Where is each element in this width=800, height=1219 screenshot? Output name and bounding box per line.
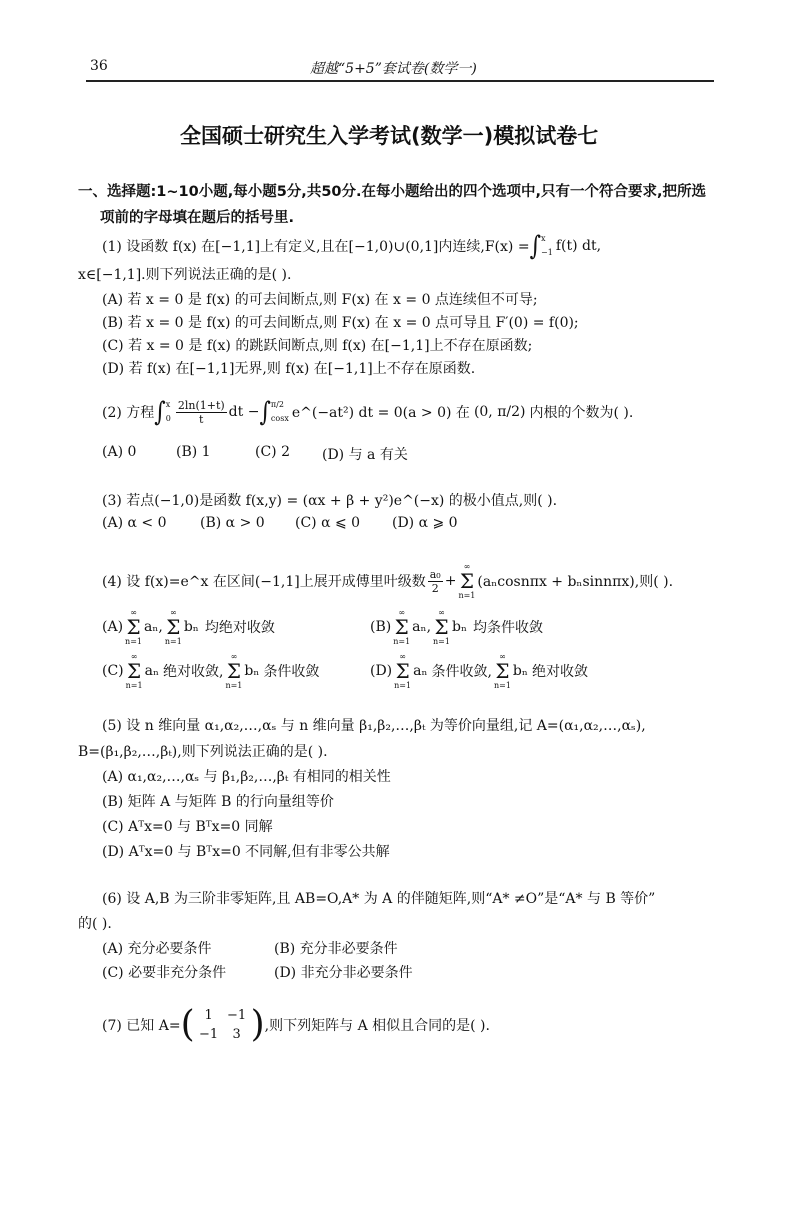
q4-c-end: 条件收敛: [263, 664, 320, 680]
q7-stem: [102, 1006, 490, 1044]
page-title: 全国硕士研究生入学考试(数学一)模拟试卷七: [180, 124, 599, 148]
q4-c-sum1: [126, 652, 143, 690]
q2-option-b: (B) 1: [176, 444, 211, 460]
q5-stem-line1: (5) 设 n 维向量 α₁,α₂,…,αₛ 与 n 维向量 β₁,β₂,…,βₜ 为等价向量组,记 A=(α₁,α₂,…,αₛ),: [102, 718, 646, 734]
q4-a-sum1: [125, 608, 142, 646]
sum-bottom: n=1: [493, 681, 511, 690]
q4-b-bn: bₙ: [451, 619, 468, 635]
section-instructions-line1: 一、选择题:1~10小题,每小题5分,共50分.在每小题给出的四个选项中,只有一个符合要求,把所选: [78, 184, 707, 200]
q4-frac-den: 2: [431, 581, 439, 595]
sum-top: ∞: [399, 652, 406, 661]
q4-b-label: (B): [370, 619, 392, 635]
q2-suffix: 内根的个数为( ).: [529, 405, 634, 421]
q2-int2-lower: cosx: [270, 414, 289, 423]
matrix-cell-22: 3: [232, 1027, 241, 1042]
page-number: 36: [90, 58, 108, 74]
q2-tail: e^(−at²) dt = 0(a > 0) 在: [291, 405, 470, 421]
sum-bottom: n=1: [393, 637, 411, 646]
q1-int-upper: x: [541, 234, 546, 243]
q4-stem: [102, 562, 673, 600]
q4-option-c: [102, 652, 319, 690]
q3-option-a: (A) α < 0: [102, 515, 167, 531]
q2-option-c: (C) 2: [255, 444, 290, 460]
sum-bottom: n=1: [164, 637, 182, 646]
q4-d-mid: 条件收敛,: [431, 664, 492, 680]
matrix-cell-11: 1: [204, 1008, 213, 1023]
q4-b-sum2: [433, 608, 450, 646]
q4-d-end: 绝对收敛: [531, 664, 588, 680]
q7-matrix: [195, 1006, 251, 1044]
q6-option-d: (D) 非充分非必要条件: [274, 965, 413, 981]
sum-top: ∞: [438, 608, 445, 617]
q2-frac-num: 2ln(1+t): [177, 398, 225, 412]
q1-stem-text: (1) 设函数 f(x) 在[−1,1]上有定义,且在[−1,0)∪(0,1]内连续,F(x) =: [102, 239, 530, 255]
q4-b-an: aₙ: [412, 619, 427, 635]
q2-mid: dt −: [228, 404, 260, 420]
q4-stem-text: (4) 设 f(x)=e^x 在区间(−1,1]上展开成傅里叶级数: [102, 574, 426, 590]
sigma-icon: Σ: [126, 615, 141, 639]
q4-a-an: aₙ: [144, 619, 159, 635]
q4-d-sum1: [394, 652, 411, 690]
q4-c-bn: bₙ: [244, 663, 260, 679]
q7-prefix: (7) 已知 A=: [102, 1018, 181, 1034]
q4-b-sum1: [393, 608, 410, 646]
q4-option-d: [370, 652, 588, 690]
q2-stem: [102, 398, 633, 426]
section-instructions-line2: 项前的字母填在题后的括号里.: [100, 210, 295, 226]
sum-top: ∞: [499, 652, 506, 661]
q2-int1-upper: x: [165, 400, 171, 409]
q4-stem-tail: (aₙcosnπx + bₙsinnπx),则( ).: [477, 574, 674, 590]
q4-c-sum2: [225, 652, 242, 690]
q6-option-b: (B) 充分非必要条件: [274, 941, 398, 957]
q2-option-a: (A) 0: [102, 444, 137, 460]
q3-stem: (3) 若点(−1,0)是函数 f(x,y) = (αx + β + y²)e^(−x) 的极小值点,则( ).: [102, 493, 558, 509]
sigma-icon: Σ: [226, 659, 241, 683]
q2-frac-den: t: [199, 412, 204, 426]
q5-stem-line2: B=(β₁,β₂,…,βₜ),则下列说法正确的是( ).: [78, 744, 328, 760]
q4-a-sum2: [165, 608, 182, 646]
q2-int2-limits: [271, 398, 289, 426]
q1-stem-line2: x∈[−1,1].则下列说法正确的是( ).: [78, 267, 292, 283]
q4-a-label: (A): [102, 619, 124, 635]
sum-top: ∞: [463, 562, 471, 571]
sum-top: ∞: [170, 608, 177, 617]
q1-option-b: (B) 若 x = 0 是 f(x) 的可去间断点,则 F(x) 在 x = 0 点可导且 F′(0) = f(0);: [102, 315, 579, 331]
q1-integral-limits: [541, 232, 553, 260]
q4-plus: +: [444, 573, 457, 589]
q3-option-b: (B) α > 0: [200, 515, 265, 531]
q1-stem-tail: f(t) dt,: [555, 238, 602, 254]
q2-int2-upper: π/2: [270, 400, 284, 409]
sigma-icon: Σ: [166, 615, 181, 639]
q2-int1-lower: 0: [165, 414, 171, 423]
running-title: 超越“5+5”套试卷(数学一): [310, 61, 477, 77]
sum-top: ∞: [130, 608, 137, 617]
q5-option-d: (D) Aᵀx=0 与 Bᵀx=0 不同解,但有非零公共解: [102, 844, 390, 860]
integral-sign: ∫: [529, 231, 542, 261]
q4-option-b: (B) ∞ Σ n=1 aₙ , ∞ Σ n=1 bₙ 均条件收敛: [370, 608, 544, 646]
matrix-cell-12: −1: [227, 1008, 247, 1023]
sum-top: ∞: [398, 608, 406, 617]
q1-option-a: (A) 若 x = 0 是 f(x) 的可去间断点,则 F(x) 在 x = 0 点连续但不可导;: [102, 292, 538, 308]
sigma-icon: Σ: [395, 659, 410, 683]
header-rule: [86, 80, 714, 82]
q5-option-a: (A) α₁,α₂,…,αₛ 与 β₁,β₂,…,βₜ 有相同的相关性: [102, 769, 391, 785]
sum-bottom: n=1: [458, 591, 476, 600]
q1-stem: [102, 232, 601, 260]
q4-d-label: (D): [370, 663, 393, 679]
q4-d-sum2: [494, 652, 511, 690]
q4-a-bn: bₙ: [183, 619, 199, 635]
q5-option-c: (C) Aᵀx=0 与 Bᵀx=0 同解: [102, 819, 273, 835]
q4-c-an: aₙ: [144, 663, 159, 679]
q2-interval: (0, π/2): [473, 404, 526, 420]
q4-sum: [458, 562, 475, 600]
q1-int-lower: −1: [541, 248, 553, 257]
q4-c-mid: 绝对收敛,: [163, 664, 224, 680]
q1-option-c: (C) 若 x = 0 是 f(x) 的跳跃间断点,则 f(x) 在[−1,1]上不存在原函数;: [102, 338, 533, 354]
q2-option-d: (D) 与 a 有关: [322, 447, 408, 463]
left-paren: (: [180, 1004, 195, 1045]
integral-sign: ∫: [259, 397, 271, 427]
matrix-cell-21: −1: [199, 1027, 219, 1042]
sum-bottom: n=1: [125, 681, 143, 690]
q6-option-a: (A) 充分必要条件: [102, 941, 212, 957]
sum-bottom: n=1: [394, 681, 412, 690]
q4-b-text: 均条件收敛: [473, 620, 544, 636]
q5-option-b: (B) 矩阵 A 与矩阵 B 的行向量组等价: [102, 794, 334, 810]
q3-option-d: (D) α ⩾ 0: [392, 515, 458, 531]
q7-suffix: ,则下列矩阵与 A 相似且合同的是( ).: [264, 1018, 490, 1034]
q4-c-label: (C): [102, 663, 124, 679]
sigma-icon: Σ: [495, 659, 510, 683]
sum-top: ∞: [230, 652, 238, 661]
q4-fraction: [428, 568, 443, 595]
sigma-icon: Σ: [459, 569, 474, 593]
q6-stem-line2: 的( ).: [78, 916, 112, 932]
sum-bottom: n=1: [125, 637, 142, 646]
q2-fraction: [176, 399, 227, 426]
sigma-icon: Σ: [127, 659, 142, 683]
q6-stem-line1: (6) 设 A,B 为三阶非零矩阵,且 AB=O,A* 为 A 的伴随矩阵,则“A* ≠O”是“A* 与 B 等价”: [102, 891, 656, 907]
q1-option-d: (D) 若 f(x) 在[−1,1]无界,则 f(x) 在[−1,1]上不存在原函数.: [102, 361, 476, 377]
sum-bottom: n=1: [225, 681, 243, 690]
integral-sign: ∫: [154, 397, 166, 427]
q4-d-bn: bₙ: [512, 663, 528, 679]
right-paren: ): [250, 1004, 265, 1045]
q4-option-a: (A) ∞ Σ n=1 aₙ , ∞ Σ n=1 bₙ 均绝对收敛: [102, 608, 275, 646]
sum-top: ∞: [130, 652, 138, 661]
sigma-icon: Σ: [434, 615, 449, 639]
q2-prefix: (2) 方程: [102, 405, 155, 421]
sigma-icon: Σ: [394, 615, 409, 639]
q3-option-c: (C) α ⩽ 0: [295, 515, 361, 531]
q4-d-an: aₙ: [413, 663, 428, 679]
sum-bottom: n=1: [433, 637, 450, 646]
q2-int1-limits: [166, 398, 171, 426]
q4-a-text: 均绝对收敛: [204, 620, 275, 636]
q6-option-c: (C) 必要非充分条件: [102, 965, 227, 981]
q4-frac-num: a₀: [429, 567, 441, 581]
